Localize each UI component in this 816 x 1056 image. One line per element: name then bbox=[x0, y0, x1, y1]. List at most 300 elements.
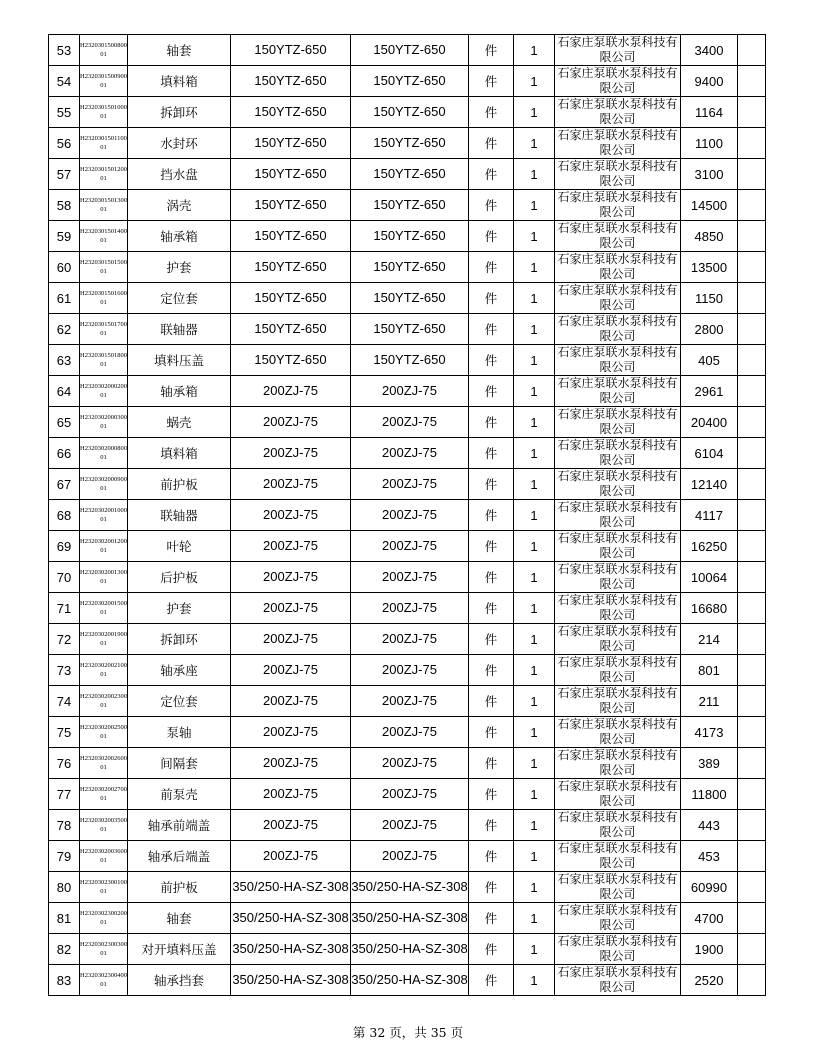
table-row bbox=[49, 779, 766, 810]
supplier-name: 石家庄泵联水泵科技有限公司 bbox=[555, 934, 681, 965]
remark-cell bbox=[738, 35, 766, 66]
supplier-name: 石家庄泵联水泵科技有限公司 bbox=[555, 376, 681, 407]
part-name: 定位套 bbox=[128, 283, 231, 314]
part-quantity: 1 bbox=[514, 314, 555, 345]
part-price: 60990 bbox=[681, 872, 738, 903]
table-row bbox=[49, 345, 766, 376]
remark-cell bbox=[738, 283, 766, 314]
part-spec: 150YTZ-650 bbox=[231, 35, 351, 66]
material-code: H232030230030001 bbox=[80, 934, 128, 965]
part-spec: 200ZJ-75 bbox=[231, 438, 351, 469]
supplier-name: 石家庄泵联水泵科技有限公司 bbox=[555, 655, 681, 686]
table-row bbox=[49, 531, 766, 562]
material-code: H232030200210001 bbox=[80, 655, 128, 686]
remark-cell bbox=[738, 128, 766, 159]
part-unit: 件 bbox=[469, 562, 514, 593]
row-number: 58 bbox=[49, 190, 80, 221]
table-row bbox=[49, 159, 766, 190]
table-row bbox=[49, 97, 766, 128]
table-row bbox=[49, 314, 766, 345]
material-code: H232030200100001 bbox=[80, 500, 128, 531]
supplier-name: 石家庄泵联水泵科技有限公司 bbox=[555, 531, 681, 562]
part-quantity: 1 bbox=[514, 686, 555, 717]
supplier-name: 石家庄泵联水泵科技有限公司 bbox=[555, 66, 681, 97]
part-model: 200ZJ-75 bbox=[351, 779, 469, 810]
remark-cell bbox=[738, 934, 766, 965]
part-model: 200ZJ-75 bbox=[351, 469, 469, 500]
row-number: 65 bbox=[49, 407, 80, 438]
part-spec: 200ZJ-75 bbox=[231, 717, 351, 748]
part-quantity: 1 bbox=[514, 190, 555, 221]
part-name: 涡壳 bbox=[128, 190, 231, 221]
material-code: H232030200190001 bbox=[80, 624, 128, 655]
part-unit: 件 bbox=[469, 438, 514, 469]
supplier-name: 石家庄泵联水泵科技有限公司 bbox=[555, 562, 681, 593]
part-price: 214 bbox=[681, 624, 738, 655]
table-row bbox=[49, 965, 766, 996]
part-model: 150YTZ-650 bbox=[351, 97, 469, 128]
part-model: 200ZJ-75 bbox=[351, 531, 469, 562]
part-price: 16680 bbox=[681, 593, 738, 624]
material-code: H232030150120001 bbox=[80, 159, 128, 190]
part-name: 定位套 bbox=[128, 686, 231, 717]
supplier-name: 石家庄泵联水泵科技有限公司 bbox=[555, 748, 681, 779]
material-code: H232030200080001 bbox=[80, 438, 128, 469]
remark-cell bbox=[738, 376, 766, 407]
remark-cell bbox=[738, 872, 766, 903]
part-spec: 150YTZ-650 bbox=[231, 252, 351, 283]
table-row bbox=[49, 407, 766, 438]
part-unit: 件 bbox=[469, 128, 514, 159]
part-spec: 200ZJ-75 bbox=[231, 593, 351, 624]
part-unit: 件 bbox=[469, 779, 514, 810]
part-quantity: 1 bbox=[514, 500, 555, 531]
remark-cell bbox=[738, 810, 766, 841]
part-quantity: 1 bbox=[514, 903, 555, 934]
remark-cell bbox=[738, 748, 766, 779]
supplier-name: 石家庄泵联水泵科技有限公司 bbox=[555, 624, 681, 655]
part-quantity: 1 bbox=[514, 35, 555, 66]
material-code: H232030150110001 bbox=[80, 128, 128, 159]
part-price: 4700 bbox=[681, 903, 738, 934]
supplier-name: 石家庄泵联水泵科技有限公司 bbox=[555, 841, 681, 872]
part-unit: 件 bbox=[469, 345, 514, 376]
part-model: 350/250-HA-SZ-308 bbox=[351, 903, 469, 934]
part-model: 200ZJ-75 bbox=[351, 810, 469, 841]
part-spec: 150YTZ-650 bbox=[231, 283, 351, 314]
part-unit: 件 bbox=[469, 531, 514, 562]
part-quantity: 1 bbox=[514, 748, 555, 779]
material-code: H232030200360001 bbox=[80, 841, 128, 872]
part-model: 350/250-HA-SZ-308 bbox=[351, 934, 469, 965]
part-model: 200ZJ-75 bbox=[351, 717, 469, 748]
part-name: 联轴器 bbox=[128, 314, 231, 345]
supplier-name: 石家庄泵联水泵科技有限公司 bbox=[555, 717, 681, 748]
part-quantity: 1 bbox=[514, 376, 555, 407]
row-number: 80 bbox=[49, 872, 80, 903]
part-quantity: 1 bbox=[514, 128, 555, 159]
material-code: H232030200090001 bbox=[80, 469, 128, 500]
part-model: 150YTZ-650 bbox=[351, 190, 469, 221]
table-row bbox=[49, 810, 766, 841]
part-quantity: 1 bbox=[514, 779, 555, 810]
remark-cell bbox=[738, 159, 766, 190]
part-model: 150YTZ-650 bbox=[351, 283, 469, 314]
part-price: 14500 bbox=[681, 190, 738, 221]
remark-cell bbox=[738, 624, 766, 655]
material-code: H232030200350001 bbox=[80, 810, 128, 841]
part-price: 3400 bbox=[681, 35, 738, 66]
part-price: 453 bbox=[681, 841, 738, 872]
table-row bbox=[49, 903, 766, 934]
part-price: 801 bbox=[681, 655, 738, 686]
part-quantity: 1 bbox=[514, 345, 555, 376]
part-price: 1164 bbox=[681, 97, 738, 128]
row-number: 77 bbox=[49, 779, 80, 810]
part-quantity: 1 bbox=[514, 221, 555, 252]
part-price: 2800 bbox=[681, 314, 738, 345]
part-model: 200ZJ-75 bbox=[351, 562, 469, 593]
part-model: 150YTZ-650 bbox=[351, 159, 469, 190]
part-unit: 件 bbox=[469, 810, 514, 841]
remark-cell bbox=[738, 841, 766, 872]
part-spec: 200ZJ-75 bbox=[231, 469, 351, 500]
part-quantity: 1 bbox=[514, 283, 555, 314]
part-quantity: 1 bbox=[514, 965, 555, 996]
part-unit: 件 bbox=[469, 934, 514, 965]
part-spec: 200ZJ-75 bbox=[231, 376, 351, 407]
part-model: 150YTZ-650 bbox=[351, 66, 469, 97]
part-price: 405 bbox=[681, 345, 738, 376]
part-spec: 200ZJ-75 bbox=[231, 655, 351, 686]
row-number: 82 bbox=[49, 934, 80, 965]
material-code: H232030200150001 bbox=[80, 593, 128, 624]
table-row bbox=[49, 35, 766, 66]
part-name: 叶轮 bbox=[128, 531, 231, 562]
part-name: 拆卸环 bbox=[128, 624, 231, 655]
material-code: H232030150170001 bbox=[80, 314, 128, 345]
row-number: 73 bbox=[49, 655, 80, 686]
part-model: 150YTZ-650 bbox=[351, 128, 469, 159]
row-number: 63 bbox=[49, 345, 80, 376]
part-spec: 150YTZ-650 bbox=[231, 221, 351, 252]
supplier-name: 石家庄泵联水泵科技有限公司 bbox=[555, 407, 681, 438]
remark-cell bbox=[738, 593, 766, 624]
table-row bbox=[49, 686, 766, 717]
remark-cell bbox=[738, 903, 766, 934]
row-number: 66 bbox=[49, 438, 80, 469]
part-price: 3100 bbox=[681, 159, 738, 190]
part-model: 200ZJ-75 bbox=[351, 500, 469, 531]
part-name: 泵轴 bbox=[128, 717, 231, 748]
part-unit: 件 bbox=[469, 748, 514, 779]
part-price: 9400 bbox=[681, 66, 738, 97]
material-code: H232030230010001 bbox=[80, 872, 128, 903]
supplier-name: 石家庄泵联水泵科技有限公司 bbox=[555, 903, 681, 934]
part-price: 2961 bbox=[681, 376, 738, 407]
table-row bbox=[49, 562, 766, 593]
part-spec: 200ZJ-75 bbox=[231, 624, 351, 655]
part-quantity: 1 bbox=[514, 934, 555, 965]
part-quantity: 1 bbox=[514, 469, 555, 500]
part-unit: 件 bbox=[469, 190, 514, 221]
part-unit: 件 bbox=[469, 686, 514, 717]
parts-table bbox=[48, 34, 766, 996]
part-spec: 150YTZ-650 bbox=[231, 97, 351, 128]
remark-cell bbox=[738, 531, 766, 562]
table-row bbox=[49, 872, 766, 903]
part-spec: 150YTZ-650 bbox=[231, 190, 351, 221]
part-name: 填料箱 bbox=[128, 438, 231, 469]
part-spec: 150YTZ-650 bbox=[231, 314, 351, 345]
part-quantity: 1 bbox=[514, 159, 555, 190]
table-row bbox=[49, 438, 766, 469]
material-code: H232030200030001 bbox=[80, 407, 128, 438]
row-number: 57 bbox=[49, 159, 80, 190]
table-row bbox=[49, 593, 766, 624]
part-name: 轴套 bbox=[128, 903, 231, 934]
part-spec: 350/250-HA-SZ-308 bbox=[231, 872, 351, 903]
part-model: 350/250-HA-SZ-308 bbox=[351, 965, 469, 996]
remark-cell bbox=[738, 686, 766, 717]
remark-cell bbox=[738, 469, 766, 500]
part-price: 1100 bbox=[681, 128, 738, 159]
part-name: 挡水盘 bbox=[128, 159, 231, 190]
table-row bbox=[49, 376, 766, 407]
remark-cell bbox=[738, 438, 766, 469]
remark-cell bbox=[738, 965, 766, 996]
remark-cell bbox=[738, 779, 766, 810]
part-price: 6104 bbox=[681, 438, 738, 469]
supplier-name: 石家庄泵联水泵科技有限公司 bbox=[555, 438, 681, 469]
part-spec: 200ZJ-75 bbox=[231, 531, 351, 562]
material-code: H232030150150001 bbox=[80, 252, 128, 283]
part-model: 200ZJ-75 bbox=[351, 593, 469, 624]
page-footer: 第 32 页，共 35 页 bbox=[352, 1025, 464, 1040]
remark-cell bbox=[738, 221, 766, 252]
part-unit: 件 bbox=[469, 66, 514, 97]
part-model: 200ZJ-75 bbox=[351, 376, 469, 407]
part-unit: 件 bbox=[469, 872, 514, 903]
table-row bbox=[49, 841, 766, 872]
supplier-name: 石家庄泵联水泵科技有限公司 bbox=[555, 965, 681, 996]
material-code: H232030150090001 bbox=[80, 66, 128, 97]
part-quantity: 1 bbox=[514, 841, 555, 872]
part-model: 200ZJ-75 bbox=[351, 438, 469, 469]
part-unit: 件 bbox=[469, 407, 514, 438]
table-row bbox=[49, 190, 766, 221]
row-number: 81 bbox=[49, 903, 80, 934]
table-row bbox=[49, 283, 766, 314]
part-spec: 150YTZ-650 bbox=[231, 159, 351, 190]
material-code: H232030230020001 bbox=[80, 903, 128, 934]
table-row bbox=[49, 717, 766, 748]
material-code: H232030200250001 bbox=[80, 717, 128, 748]
part-quantity: 1 bbox=[514, 717, 555, 748]
part-model: 150YTZ-650 bbox=[351, 221, 469, 252]
part-unit: 件 bbox=[469, 97, 514, 128]
material-code: H232030150080001 bbox=[80, 35, 128, 66]
part-unit: 件 bbox=[469, 903, 514, 934]
part-price: 1900 bbox=[681, 934, 738, 965]
part-unit: 件 bbox=[469, 314, 514, 345]
part-name: 前护板 bbox=[128, 872, 231, 903]
part-price: 20400 bbox=[681, 407, 738, 438]
row-number: 76 bbox=[49, 748, 80, 779]
part-spec: 350/250-HA-SZ-308 bbox=[231, 903, 351, 934]
row-number: 70 bbox=[49, 562, 80, 593]
part-price: 12140 bbox=[681, 469, 738, 500]
material-code: H232030150160001 bbox=[80, 283, 128, 314]
material-code: H232030150140001 bbox=[80, 221, 128, 252]
part-unit: 件 bbox=[469, 221, 514, 252]
part-price: 4117 bbox=[681, 500, 738, 531]
remark-cell bbox=[738, 66, 766, 97]
supplier-name: 石家庄泵联水泵科技有限公司 bbox=[555, 872, 681, 903]
remark-cell bbox=[738, 717, 766, 748]
part-model: 150YTZ-650 bbox=[351, 252, 469, 283]
part-name: 后护板 bbox=[128, 562, 231, 593]
part-name: 对开填料压盖 bbox=[128, 934, 231, 965]
row-number: 74 bbox=[49, 686, 80, 717]
part-name: 护套 bbox=[128, 252, 231, 283]
row-number: 56 bbox=[49, 128, 80, 159]
row-number: 54 bbox=[49, 66, 80, 97]
table-row bbox=[49, 469, 766, 500]
part-spec: 200ZJ-75 bbox=[231, 686, 351, 717]
remark-cell bbox=[738, 500, 766, 531]
material-code: H232030200270001 bbox=[80, 779, 128, 810]
part-spec: 200ZJ-75 bbox=[231, 779, 351, 810]
part-spec: 350/250-HA-SZ-308 bbox=[231, 934, 351, 965]
part-name: 前泵壳 bbox=[128, 779, 231, 810]
part-name: 前护板 bbox=[128, 469, 231, 500]
part-spec: 200ZJ-75 bbox=[231, 748, 351, 779]
remark-cell bbox=[738, 252, 766, 283]
material-code: H232030200260001 bbox=[80, 748, 128, 779]
part-spec: 150YTZ-650 bbox=[231, 128, 351, 159]
supplier-name: 石家庄泵联水泵科技有限公司 bbox=[555, 779, 681, 810]
part-price: 4173 bbox=[681, 717, 738, 748]
row-number: 79 bbox=[49, 841, 80, 872]
remark-cell bbox=[738, 562, 766, 593]
supplier-name: 石家庄泵联水泵科技有限公司 bbox=[555, 252, 681, 283]
part-price: 4850 bbox=[681, 221, 738, 252]
part-model: 200ZJ-75 bbox=[351, 624, 469, 655]
part-unit: 件 bbox=[469, 283, 514, 314]
remark-cell bbox=[738, 407, 766, 438]
supplier-name: 石家庄泵联水泵科技有限公司 bbox=[555, 345, 681, 376]
remark-cell bbox=[738, 345, 766, 376]
part-name: 间隔套 bbox=[128, 748, 231, 779]
part-unit: 件 bbox=[469, 655, 514, 686]
material-code: H232030200120001 bbox=[80, 531, 128, 562]
part-model: 200ZJ-75 bbox=[351, 841, 469, 872]
supplier-name: 石家庄泵联水泵科技有限公司 bbox=[555, 35, 681, 66]
row-number: 67 bbox=[49, 469, 80, 500]
part-price: 11800 bbox=[681, 779, 738, 810]
table-row bbox=[49, 221, 766, 252]
part-name: 轴承箱 bbox=[128, 376, 231, 407]
row-number: 60 bbox=[49, 252, 80, 283]
supplier-name: 石家庄泵联水泵科技有限公司 bbox=[555, 593, 681, 624]
row-number: 71 bbox=[49, 593, 80, 624]
part-quantity: 1 bbox=[514, 562, 555, 593]
material-code: H232030200230001 bbox=[80, 686, 128, 717]
table-row bbox=[49, 66, 766, 97]
part-spec: 150YTZ-650 bbox=[231, 66, 351, 97]
part-name: 轴承箱 bbox=[128, 221, 231, 252]
part-name: 护套 bbox=[128, 593, 231, 624]
remark-cell bbox=[738, 655, 766, 686]
part-quantity: 1 bbox=[514, 66, 555, 97]
part-price: 1150 bbox=[681, 283, 738, 314]
part-unit: 件 bbox=[469, 252, 514, 283]
material-code: H232030150100001 bbox=[80, 97, 128, 128]
remark-cell bbox=[738, 190, 766, 221]
part-price: 16250 bbox=[681, 531, 738, 562]
supplier-name: 石家庄泵联水泵科技有限公司 bbox=[555, 686, 681, 717]
table-row bbox=[49, 500, 766, 531]
row-number: 68 bbox=[49, 500, 80, 531]
material-code: H232030150180001 bbox=[80, 345, 128, 376]
row-number: 59 bbox=[49, 221, 80, 252]
supplier-name: 石家庄泵联水泵科技有限公司 bbox=[555, 190, 681, 221]
part-model: 200ZJ-75 bbox=[351, 686, 469, 717]
part-price: 10064 bbox=[681, 562, 738, 593]
table-row bbox=[49, 655, 766, 686]
part-name: 轴承挡套 bbox=[128, 965, 231, 996]
row-number: 55 bbox=[49, 97, 80, 128]
table-row bbox=[49, 624, 766, 655]
remark-cell bbox=[738, 314, 766, 345]
supplier-name: 石家庄泵联水泵科技有限公司 bbox=[555, 221, 681, 252]
part-price: 211 bbox=[681, 686, 738, 717]
part-price: 443 bbox=[681, 810, 738, 841]
row-number: 64 bbox=[49, 376, 80, 407]
row-number: 69 bbox=[49, 531, 80, 562]
remark-cell bbox=[738, 97, 766, 128]
part-name: 蜗壳 bbox=[128, 407, 231, 438]
table-row bbox=[49, 934, 766, 965]
material-code: H232030150130001 bbox=[80, 190, 128, 221]
part-unit: 件 bbox=[469, 841, 514, 872]
material-code: H232030200020001 bbox=[80, 376, 128, 407]
row-number: 61 bbox=[49, 283, 80, 314]
part-unit: 件 bbox=[469, 159, 514, 190]
part-name: 水封环 bbox=[128, 128, 231, 159]
part-unit: 件 bbox=[469, 376, 514, 407]
part-name: 轴承后端盖 bbox=[128, 841, 231, 872]
part-quantity: 1 bbox=[514, 252, 555, 283]
part-unit: 件 bbox=[469, 469, 514, 500]
part-spec: 350/250-HA-SZ-308 bbox=[231, 965, 351, 996]
part-name: 轴承座 bbox=[128, 655, 231, 686]
part-name: 填料压盖 bbox=[128, 345, 231, 376]
part-model: 150YTZ-650 bbox=[351, 314, 469, 345]
supplier-name: 石家庄泵联水泵科技有限公司 bbox=[555, 283, 681, 314]
table-row bbox=[49, 252, 766, 283]
part-unit: 件 bbox=[469, 624, 514, 655]
part-unit: 件 bbox=[469, 500, 514, 531]
part-spec: 200ZJ-75 bbox=[231, 841, 351, 872]
supplier-name: 石家庄泵联水泵科技有限公司 bbox=[555, 500, 681, 531]
part-unit: 件 bbox=[469, 965, 514, 996]
part-quantity: 1 bbox=[514, 531, 555, 562]
row-number: 78 bbox=[49, 810, 80, 841]
row-number: 53 bbox=[49, 35, 80, 66]
part-spec: 200ZJ-75 bbox=[231, 407, 351, 438]
